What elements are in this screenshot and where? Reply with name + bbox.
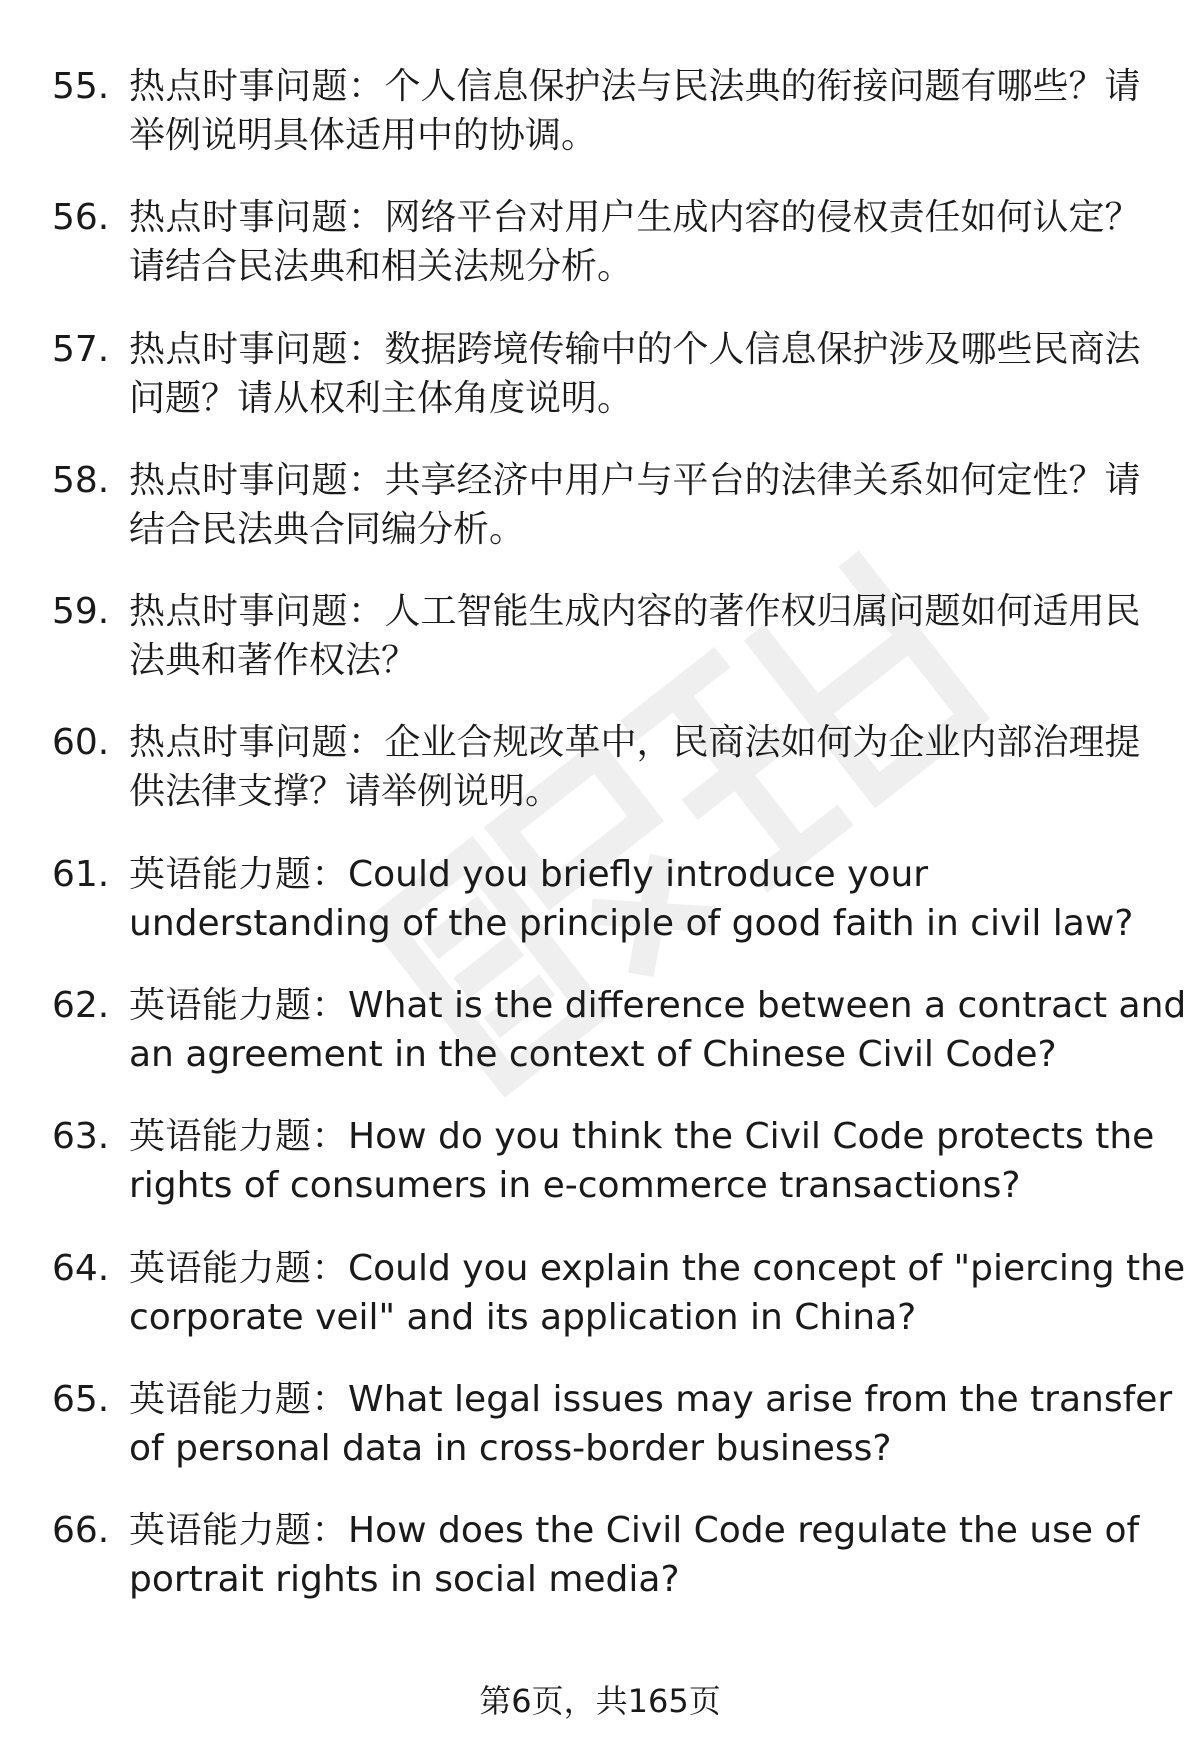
question-line-1: 英语能力题：What legal issues may arise from the transfer xyxy=(129,1378,1173,1420)
question-line-2: an agreement in the context of Chinese Civil Code? xyxy=(129,1034,1057,1076)
list-item xyxy=(52,1244,1186,1375)
question-text xyxy=(129,718,1200,816)
list-item xyxy=(52,325,1152,456)
question-number: 62. xyxy=(52,985,110,1027)
list-item xyxy=(52,1375,1173,1506)
question-category: 热点时事问题： xyxy=(129,328,385,370)
question-line-2: 结合民法典合同编分析。 xyxy=(129,508,526,550)
question-line-1: 热点时事问题：数据跨境传输中的个人信息保护涉及哪些民商法 xyxy=(129,328,1141,370)
list-item xyxy=(52,718,1152,849)
question-line-1: 英语能力题：What is the difference between a contract and xyxy=(129,985,1187,1027)
question-number: 66. xyxy=(52,1510,110,1552)
question-number: 56. xyxy=(52,197,110,239)
list-item xyxy=(52,62,1152,193)
question-line-1: 热点时事问题：网络平台对用户生成内容的侵权责任如何认定？ xyxy=(129,197,1141,239)
question-line-2: rights of consumers in e-commerce transactions? xyxy=(129,1165,1021,1207)
question-line-2: of personal data in cross-border business? xyxy=(129,1427,892,1469)
question-category: 热点时事问题： xyxy=(129,591,385,633)
question-text xyxy=(129,1506,1200,1604)
question-text xyxy=(129,62,1200,160)
question-category: 热点时事问题： xyxy=(129,66,385,107)
question-number: 63. xyxy=(52,1116,110,1158)
question-line-1: 英语能力题：How do you think the Civil Code protects the xyxy=(129,1116,1155,1158)
question-line-2: 请结合民法典和相关法规分析。 xyxy=(129,246,634,288)
question-number: 65. xyxy=(52,1378,110,1420)
question-number: 60. xyxy=(52,722,110,764)
question-category: 英语能力题： xyxy=(129,853,349,895)
question-line-1: 热点时事问题：个人信息保护法与民法典的衔接问题有哪些？请 xyxy=(129,66,1141,107)
question-line-2: understanding of the principle of good faith in civil law? xyxy=(129,902,1134,944)
list-item xyxy=(52,981,1187,1112)
question-text xyxy=(129,587,1200,685)
question-text xyxy=(129,456,1200,554)
list-item xyxy=(52,1506,1152,1637)
question-text xyxy=(129,981,1200,1079)
question-number: 58. xyxy=(52,459,110,501)
question-text xyxy=(129,850,1200,948)
question-line-1: 热点时事问题：人工智能生成内容的著作权归属问题如何适用民 xyxy=(129,591,1141,633)
question-number: 61. xyxy=(52,853,110,895)
question-number: 64. xyxy=(52,1247,110,1289)
question-line-2: portrait rights in social media? xyxy=(129,1559,680,1601)
list-item xyxy=(52,587,1152,718)
question-category: 热点时事问题： xyxy=(129,197,385,239)
list-item xyxy=(52,193,1152,324)
question-text xyxy=(129,193,1200,291)
question-list xyxy=(52,62,1187,1638)
question-line-2: 问题？请从权利主体角度说明。 xyxy=(129,377,634,419)
question-number: 59. xyxy=(52,591,110,633)
question-line-2: 举例说明具体适用中的协调。 xyxy=(129,115,598,156)
list-item xyxy=(52,1112,1155,1243)
question-category: 英语能力题： xyxy=(129,1378,349,1420)
question-line-1: 热点时事问题：共享经济中用户与平台的法律关系如何定性？请 xyxy=(129,459,1141,501)
question-category: 英语能力题： xyxy=(129,1247,349,1289)
question-text xyxy=(129,1375,1200,1473)
list-item xyxy=(52,850,1152,981)
question-category: 英语能力题： xyxy=(129,1510,349,1552)
question-text xyxy=(129,325,1200,423)
question-text xyxy=(129,1244,1200,1342)
question-line-1: 英语能力题：Could you briefly introduce your xyxy=(129,853,929,895)
question-category: 英语能力题： xyxy=(129,1116,349,1158)
question-line-1: 热点时事问题：企业合规改革中，民商法如何为企业内部治理提 xyxy=(129,722,1141,764)
question-text xyxy=(129,1112,1200,1210)
question-category: 热点时事问题： xyxy=(129,459,385,501)
question-line-1: 英语能力题：How does the Civil Code regulate the use of xyxy=(129,1510,1140,1552)
question-number: 55. xyxy=(52,66,110,107)
list-item xyxy=(52,456,1152,587)
question-line-2: 法典和著作权法？ xyxy=(129,640,418,682)
page-footer: 第6页，共165页 xyxy=(479,1682,721,1720)
question-line-2: corporate veil" and its application in China? xyxy=(129,1296,917,1338)
question-line-1: 英语能力题：Could you explain the concept of "piercing the xyxy=(129,1247,1186,1289)
question-number: 57. xyxy=(52,328,110,370)
question-category: 英语能力题： xyxy=(129,985,349,1027)
question-line-2: 供法律支撑？请举例说明。 xyxy=(129,771,562,813)
question-category: 热点时事问题： xyxy=(129,722,385,764)
